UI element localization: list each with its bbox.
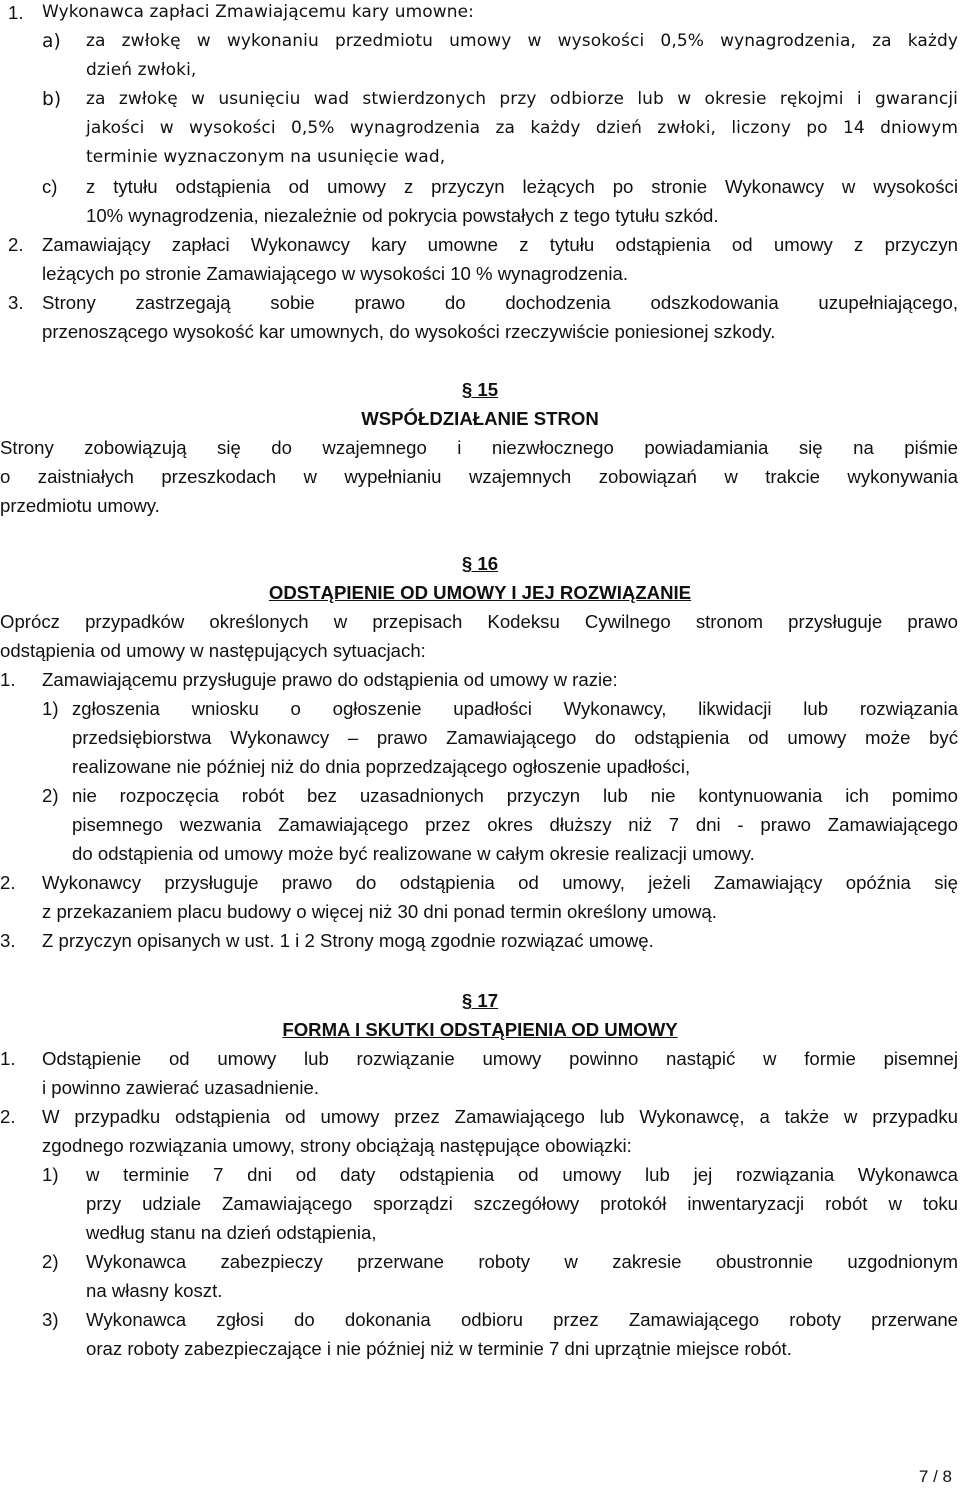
list-number: 2.	[0, 872, 16, 893]
paragraph-line: w terminie 7 dni od daty odstąpienia od umowy lub jej rozwiązania Wykonawca	[86, 1164, 958, 1185]
paragraph-line: z tytułu odstąpienia od umowy z przyczyn leżących po stronie Wykonawcy w wysokości	[86, 176, 958, 197]
paragraph-line: Odstąpienie od umowy lub rozwiązanie umowy powinno nastąpić w formie pisemnej	[42, 1048, 958, 1069]
list-number: 3)	[42, 1309, 59, 1330]
paragraph-line: o zaistniałych przeszkodach w wypełnianiu wzajemnych zobowiązań w trakcie wykonywania	[0, 466, 958, 487]
paragraph-line: Wykonawcy przysługuje prawo do odstąpienia od umowy, jeżeli Zamawiający opóźnia się	[42, 872, 958, 893]
section-title: FORMA I SKUTKI ODSTĄPIENIA OD UMOWY	[282, 1019, 678, 1040]
paragraph-line: Oprócz przypadków określonych w przepisach Kodeksu Cywilnego stronom przysługuje prawo	[0, 611, 958, 632]
list-number: 2)	[42, 1251, 59, 1272]
paragraph-line: Wykonawca zapłaci Zmawiającemu kary umowne:	[42, 2, 474, 22]
list-letter: a)	[42, 31, 61, 52]
list-number: 1)	[42, 1164, 59, 1185]
list-number: 2)	[42, 785, 59, 806]
list-number: 3.	[0, 930, 16, 951]
paragraph-line: odstąpienia od umowy w następujących sytuacjach:	[0, 640, 426, 661]
paragraph-line: na własny koszt.	[86, 1280, 223, 1301]
paragraph-line: i powinno zawierać uzasadnienie.	[42, 1077, 320, 1098]
page-number: 7 / 8	[918, 1467, 952, 1486]
paragraph-line: przenoszącego wysokość kar umownych, do wysokości rzeczywiście poniesionej szkody.	[42, 321, 776, 342]
section-number: § 17	[461, 990, 499, 1011]
paragraph-line: nie rozpoczęcia robót bez uzasadnionych przyczyn lub nie kontynuowania ich pomimo	[72, 785, 958, 806]
paragraph-line: Strony zastrzegają sobie prawo do dochodzenia odszkodowania uzupełniającego,	[42, 292, 958, 313]
paragraph-line: Wykonawca zgłosi do dokonania odbioru przez Zamawiającego roboty przerwane	[86, 1309, 958, 1330]
paragraph-line: Z przyczyn opisanych w ust. 1 i 2 Strony mogą zgodnie rozwiązać umowę.	[42, 930, 654, 951]
paragraph-line: jakości w wysokości 0,5% wynagrodzenia za każdy dzień zwłoki, liczony po 14 dniowym	[86, 118, 958, 138]
paragraph-line: przy udziale Zamawiającego sporządzi szczegółowy protokół inwentaryzacji robót w toku	[86, 1193, 958, 1214]
paragraph-line: pisemnego wezwania Zamawiającego przez okres dłuższy niż 7 dni - prawo Zamawiającego	[72, 814, 958, 835]
list-number: 3.	[8, 292, 24, 313]
paragraph-line: leżących po stronie Zamawiającego w wysokości 10 % wynagrodzenia.	[42, 263, 628, 284]
paragraph-line: terminie wyznaczonym na usunięcie wad,	[86, 147, 446, 167]
section-title: WSPÓŁDZIAŁANIE STRON	[361, 408, 599, 429]
paragraph-line: za zwłokę w wykonaniu przedmiotu umowy w wysokości 0,5% wynagrodzenia, za każdy	[86, 31, 958, 51]
paragraph-line: według stanu na dzień odstąpienia,	[86, 1222, 377, 1243]
section-number: § 15	[461, 379, 499, 400]
paragraph-line: Zamawiający zapłaci Wykonawcy kary umowne z tytułu odstąpienia od umowy z przyczyn	[42, 234, 958, 255]
paragraph-line: przedmiotu umowy.	[0, 495, 160, 516]
paragraph-line: do odstąpienia od umowy może być realizowane w całym okresie realizacji umowy.	[72, 843, 755, 864]
list-number: 2.	[8, 234, 24, 255]
paragraph-line: oraz roboty zabezpieczające i nie później niż w terminie 7 dni uprzątnie miejsce robót.	[86, 1338, 792, 1359]
list-letter: b)	[42, 89, 62, 110]
list-number: 1)	[42, 698, 59, 719]
paragraph-line: za zwłokę w usunięciu wad stwierdzonych przy odbiorze lub w okresie rękojmi i gwarancji	[86, 89, 958, 109]
list-number: 1.	[0, 669, 16, 690]
section-number: § 16	[461, 553, 499, 574]
paragraph-line: z przekazaniem placu budowy o więcej niż 30 dni ponad termin określony umową.	[42, 901, 717, 922]
list-number: 1.	[8, 2, 24, 23]
list-number: 2.	[0, 1106, 16, 1127]
section-title: ODSTĄPIENIE OD UMOWY I JEJ ROZWIĄZANIE	[268, 582, 692, 603]
paragraph-line: Zamawiającemu przysługuje prawo do odstąpienia od umowy w razie:	[42, 669, 618, 690]
paragraph-line: Strony zobowiązują się do wzajemnego i niezwłocznego powiadamiania się na piśmie	[0, 437, 958, 458]
paragraph-line: zgłoszenia wniosku o ogłoszenie upadłości Wykonawcy, likwidacji lub rozwiązania	[72, 698, 958, 719]
paragraph-line: W przypadku odstąpienia od umowy przez Zamawiającego lub Wykonawcę, a także w przypadku	[42, 1106, 958, 1127]
list-letter: c)	[42, 176, 58, 197]
list-number: 1.	[0, 1048, 16, 1069]
paragraph-line: zgodnego rozwiązania umowy, strony obciążają następujące obowiązki:	[42, 1135, 632, 1156]
paragraph-line: realizowane nie później niż do dnia poprzedzającego ogłoszenie upadłości,	[72, 756, 691, 777]
paragraph-line: przedsiębiorstwa Wykonawcy – prawo Zamawiającego do odstąpienia od umowy może być	[72, 727, 958, 748]
paragraph-line: Wykonawca zabezpieczy przerwane roboty w zakresie obustronnie uzgodnionym	[86, 1251, 958, 1272]
paragraph-line: 10% wynagrodzenia, niezależnie od pokrycia powstałych z tego tytułu szkód.	[86, 205, 719, 226]
paragraph-line: dzień zwłoki,	[86, 60, 197, 80]
